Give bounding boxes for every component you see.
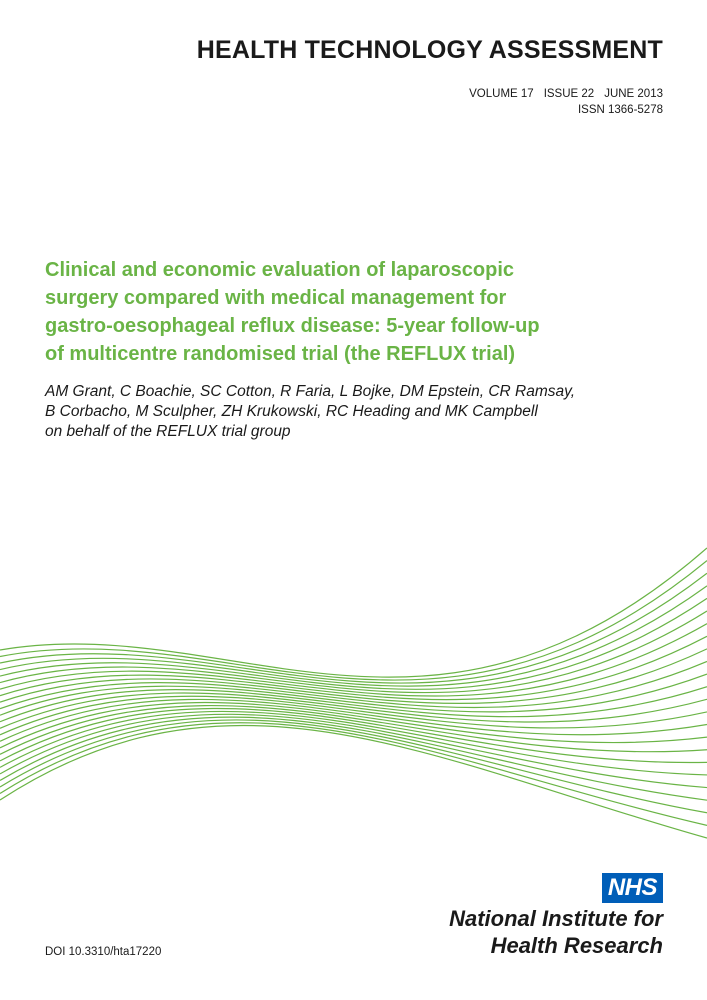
journal-title: HEALTH TECHNOLOGY ASSESSMENT <box>196 36 663 64</box>
nihr-name <box>449 905 663 959</box>
author-line: AM Grant, C Boachie, SC Cotton, R Faria, L Bojke, DM Epstein, CR Ramsay, <box>45 383 576 400</box>
author-list <box>45 382 645 442</box>
author-line: on behalf of the REFLUX trial group <box>45 423 291 440</box>
issue-info <box>469 86 663 118</box>
issn: ISSN 1366-5278 <box>577 104 663 116</box>
decorative-wave-lines <box>0 540 707 870</box>
wave-line <box>0 573 707 683</box>
report-title <box>45 256 605 368</box>
title-line: surgery compared with medical management for <box>45 287 507 309</box>
doi: DOI 10.3310/hta17220 <box>45 946 162 958</box>
wave-line <box>0 561 707 680</box>
publication-date: JUNE 2013 <box>604 88 663 100</box>
nihr-line: National Institute for <box>449 906 663 931</box>
nihr-line: Health Research <box>490 933 663 958</box>
nhs-logo: NHS <box>602 873 663 903</box>
wave-line <box>0 661 707 708</box>
volume: VOLUME 17 <box>469 88 534 100</box>
title-line: gastro-oesophageal reflux disease: 5-year follow-up <box>45 315 540 337</box>
issue: ISSUE 22 <box>543 88 595 100</box>
author-line: B Corbacho, M Sculpher, ZH Krukowski, RC Heading and MK Campbell <box>45 403 538 420</box>
title-line: of multicentre randomised trial (the REFLUX trial) <box>45 343 516 365</box>
title-line: Clinical and economic evaluation of laparoscopic <box>45 259 515 281</box>
